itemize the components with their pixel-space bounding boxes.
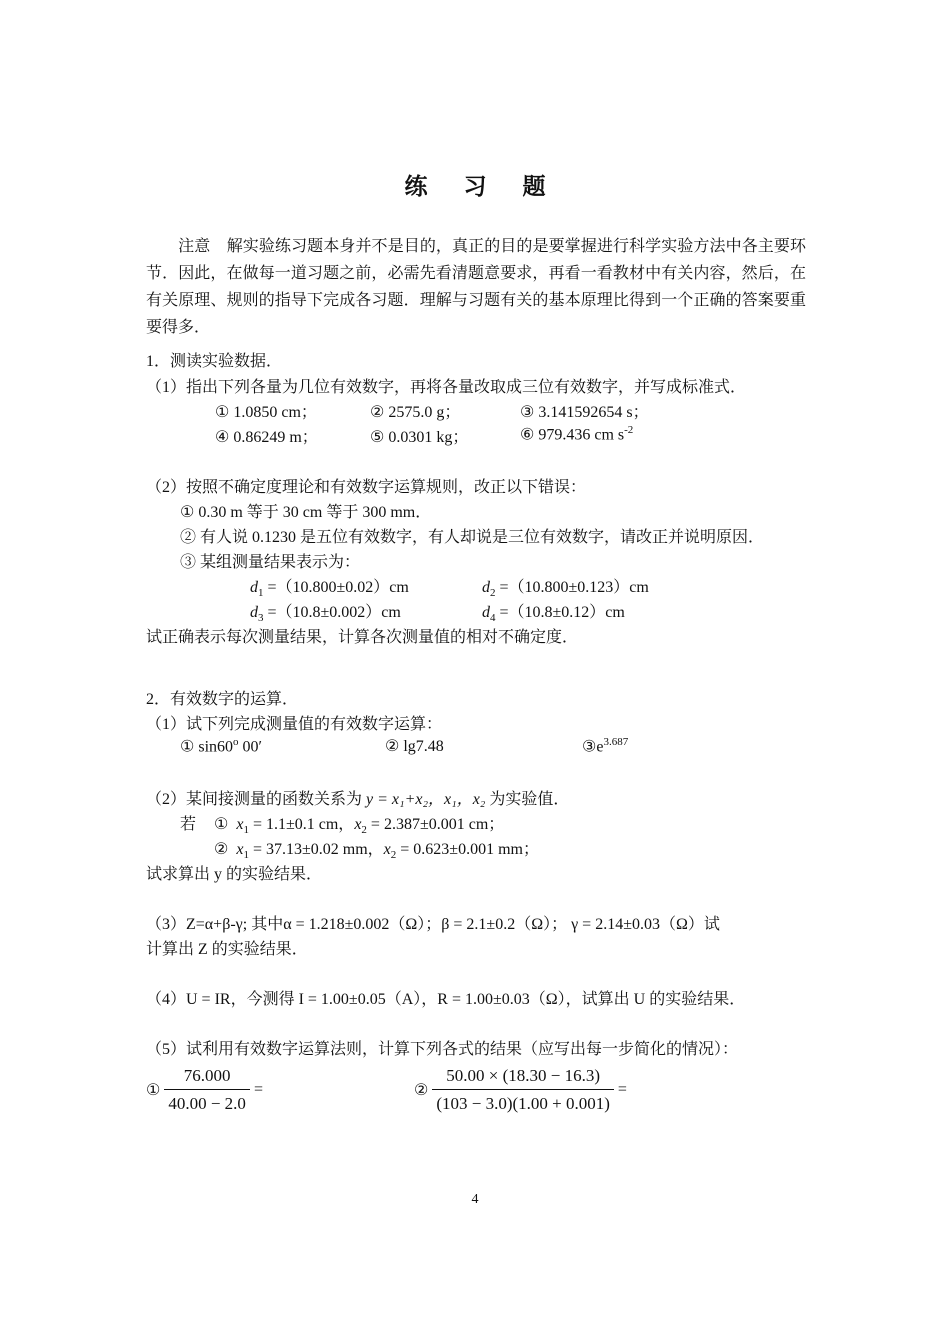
formula-2 — [414, 1066, 627, 1114]
q1-d1: $d_1 =(10.800\pm 0.02)cm$ — [250, 579, 409, 600]
note-text: 解实验练习题本身并不是目的，真正的目的是要掌握进行科学实验方法中各主要环节．因此，在做每一道习题之前，必需先看清题意要求，再看一看教材中有关内容，然后，在有关原理、规则的指导下完成各习题．理解与习题有关的基本原理比得到一个正确的答案要重要得多． — [146, 238, 806, 336]
q2-calc-1-tail: 00′ — [238, 738, 263, 756]
note-label: 注意 — [178, 238, 211, 255]
note-paragraph — [146, 233, 806, 341]
q2-calc-3-text: ③e — [582, 738, 604, 756]
q2-part5: （5）试利用有效数字运算法则，计算下列各式的结果（应写出每一步简化的情况）： — [146, 1041, 739, 1058]
q1-item-1: ① 1.0850 cm； — [215, 404, 317, 421]
q2-if-label: 若 — [180, 816, 197, 833]
q2-case-1-x2: = 2.387±0.001 cm； — [370, 816, 505, 833]
q2-calc-3-exponent: 3.687 — [603, 736, 629, 748]
formula-1-denominator: 40.00 − 2.0 — [164, 1089, 250, 1114]
q1-d2: $d_2 =(10.800\pm 0.123)cm$ — [482, 579, 649, 600]
q1-d2-value: =（10.800±0.123）cm — [499, 579, 649, 596]
q2-case-2: ② $x_1 = 37.13\pm 0.02$ mm，$x_2 = 0.623\pm 0.001$ mm； — [214, 841, 539, 862]
q2-calc-1-degree: o — [233, 736, 239, 748]
formula-1-fraction — [164, 1066, 250, 1114]
formula-2-mark: ② — [414, 1082, 429, 1099]
q2-case-2-x1: = 37.13±0.02 mm， — [252, 841, 384, 858]
q1-part2: （2）按照不确定度理论和有效数字运算规则，改正以下错误： — [146, 479, 587, 496]
q1-conclusion: 试正确表示每次测量结果，计算各次测量值的相对不确定度． — [146, 629, 579, 646]
q2-calc-1 — [180, 736, 262, 756]
q2-part2 — [146, 786, 569, 809]
page-title: 练 习 题 — [404, 174, 560, 200]
formula-1-numerator: 76.000 — [183, 1066, 231, 1085]
q2-case-1: ① $x_1 = 1.1\pm 0.1$ cm，$x_2 = 2.387\pm 0.001$ cm； — [214, 816, 505, 837]
page-number: 4 — [471, 1192, 479, 1207]
q2-part4: （4）U = IR，今测得 I = 1.00±0.05（A），R = 1.00±0.03（Ω），试算出 U 的实验结果． — [146, 991, 746, 1008]
formula-1-mark: ① — [146, 1082, 161, 1099]
q1-d3-value: =（10.8±0.002）cm — [267, 604, 401, 621]
formula-2-equals: = — [617, 1081, 627, 1098]
q1-error-3: ③ 某组测量结果表示为： — [180, 554, 361, 571]
q1-d4: $d_4 =(10.8\pm 0.12)cm$ — [482, 604, 625, 625]
q1-item-5: ⑤ 0.0301 kg； — [370, 429, 469, 446]
q2-part2-conclusion: 试求算出 y 的实验结果． — [146, 866, 323, 883]
q1-item-3: ③ 3.141592654 s； — [520, 404, 649, 421]
formula-2-fraction — [432, 1066, 614, 1114]
q1-item-6-exponent: -2 — [624, 424, 634, 436]
q2-case-1-x1: = 1.1±0.1 cm， — [252, 816, 355, 833]
q1-error-1: ① 0.30 m 等于 30 cm 等于 300 mm． — [180, 504, 432, 521]
q2-part2-a: （2）某间接测量的函数关系为 — [146, 791, 367, 808]
q1-item-2: ② 2575.0 g； — [370, 404, 461, 421]
q2-part2-func: y = x₁+x₂，x₁，x₂ — [366, 791, 486, 808]
q2-heading: 2．有效数字的运算． — [146, 691, 299, 708]
q2-case-2-x2: = 0.623±0.001 mm； — [400, 841, 539, 858]
q2-calc-3 — [582, 736, 628, 756]
q2-part2-b: 为实验值． — [485, 791, 570, 808]
q1-part1: （1）指出下列各量为几位有效数字，再将各量改取成三位有效数字，并写成标准式． — [146, 379, 747, 396]
q1-error-2: ② 有人说 0.1230 是五位有效数字，有人却说是三位有效数字，请改正并说明原因． — [180, 529, 765, 546]
q1-item-4: ④ 0.86249 m； — [215, 429, 318, 446]
q2-part3-line1: （3）Z=α+β-γ; 其中α = 1.218±0.002（Ω）；β = 2.1±0.2（Ω）； γ = 2.14±0.03（Ω）试 — [146, 916, 720, 933]
q2-part3-line2: 计算出 Z 的实验结果． — [146, 941, 308, 958]
q1-item-6-text: ⑥ 979.436 cm s — [520, 426, 625, 444]
formula-1-equals: = — [253, 1081, 263, 1098]
q1-d3: $d_3 =(10.8\pm 0.002)cm$ — [250, 604, 401, 625]
formula-2-numerator: 50.00 × (18.30 − 16.3) — [446, 1066, 600, 1085]
q2-calc-2: ② lg7.48 — [385, 738, 444, 755]
q2-part1: （1）试下列完成测量值的有效数字运算： — [146, 716, 443, 733]
q1-d1-value: =（10.800±0.02）cm — [267, 579, 409, 596]
q2-calc-1-text: ① sin60 — [180, 738, 234, 756]
formula-2-denominator: (103 − 3.0)(1.00 + 0.001) — [432, 1089, 614, 1114]
formula-1 — [146, 1066, 263, 1114]
q1-item-6 — [520, 424, 633, 444]
q1-heading: 1．测读实验数据． — [146, 353, 283, 370]
q1-d4-value: =（10.8±0.12）cm — [499, 604, 625, 621]
